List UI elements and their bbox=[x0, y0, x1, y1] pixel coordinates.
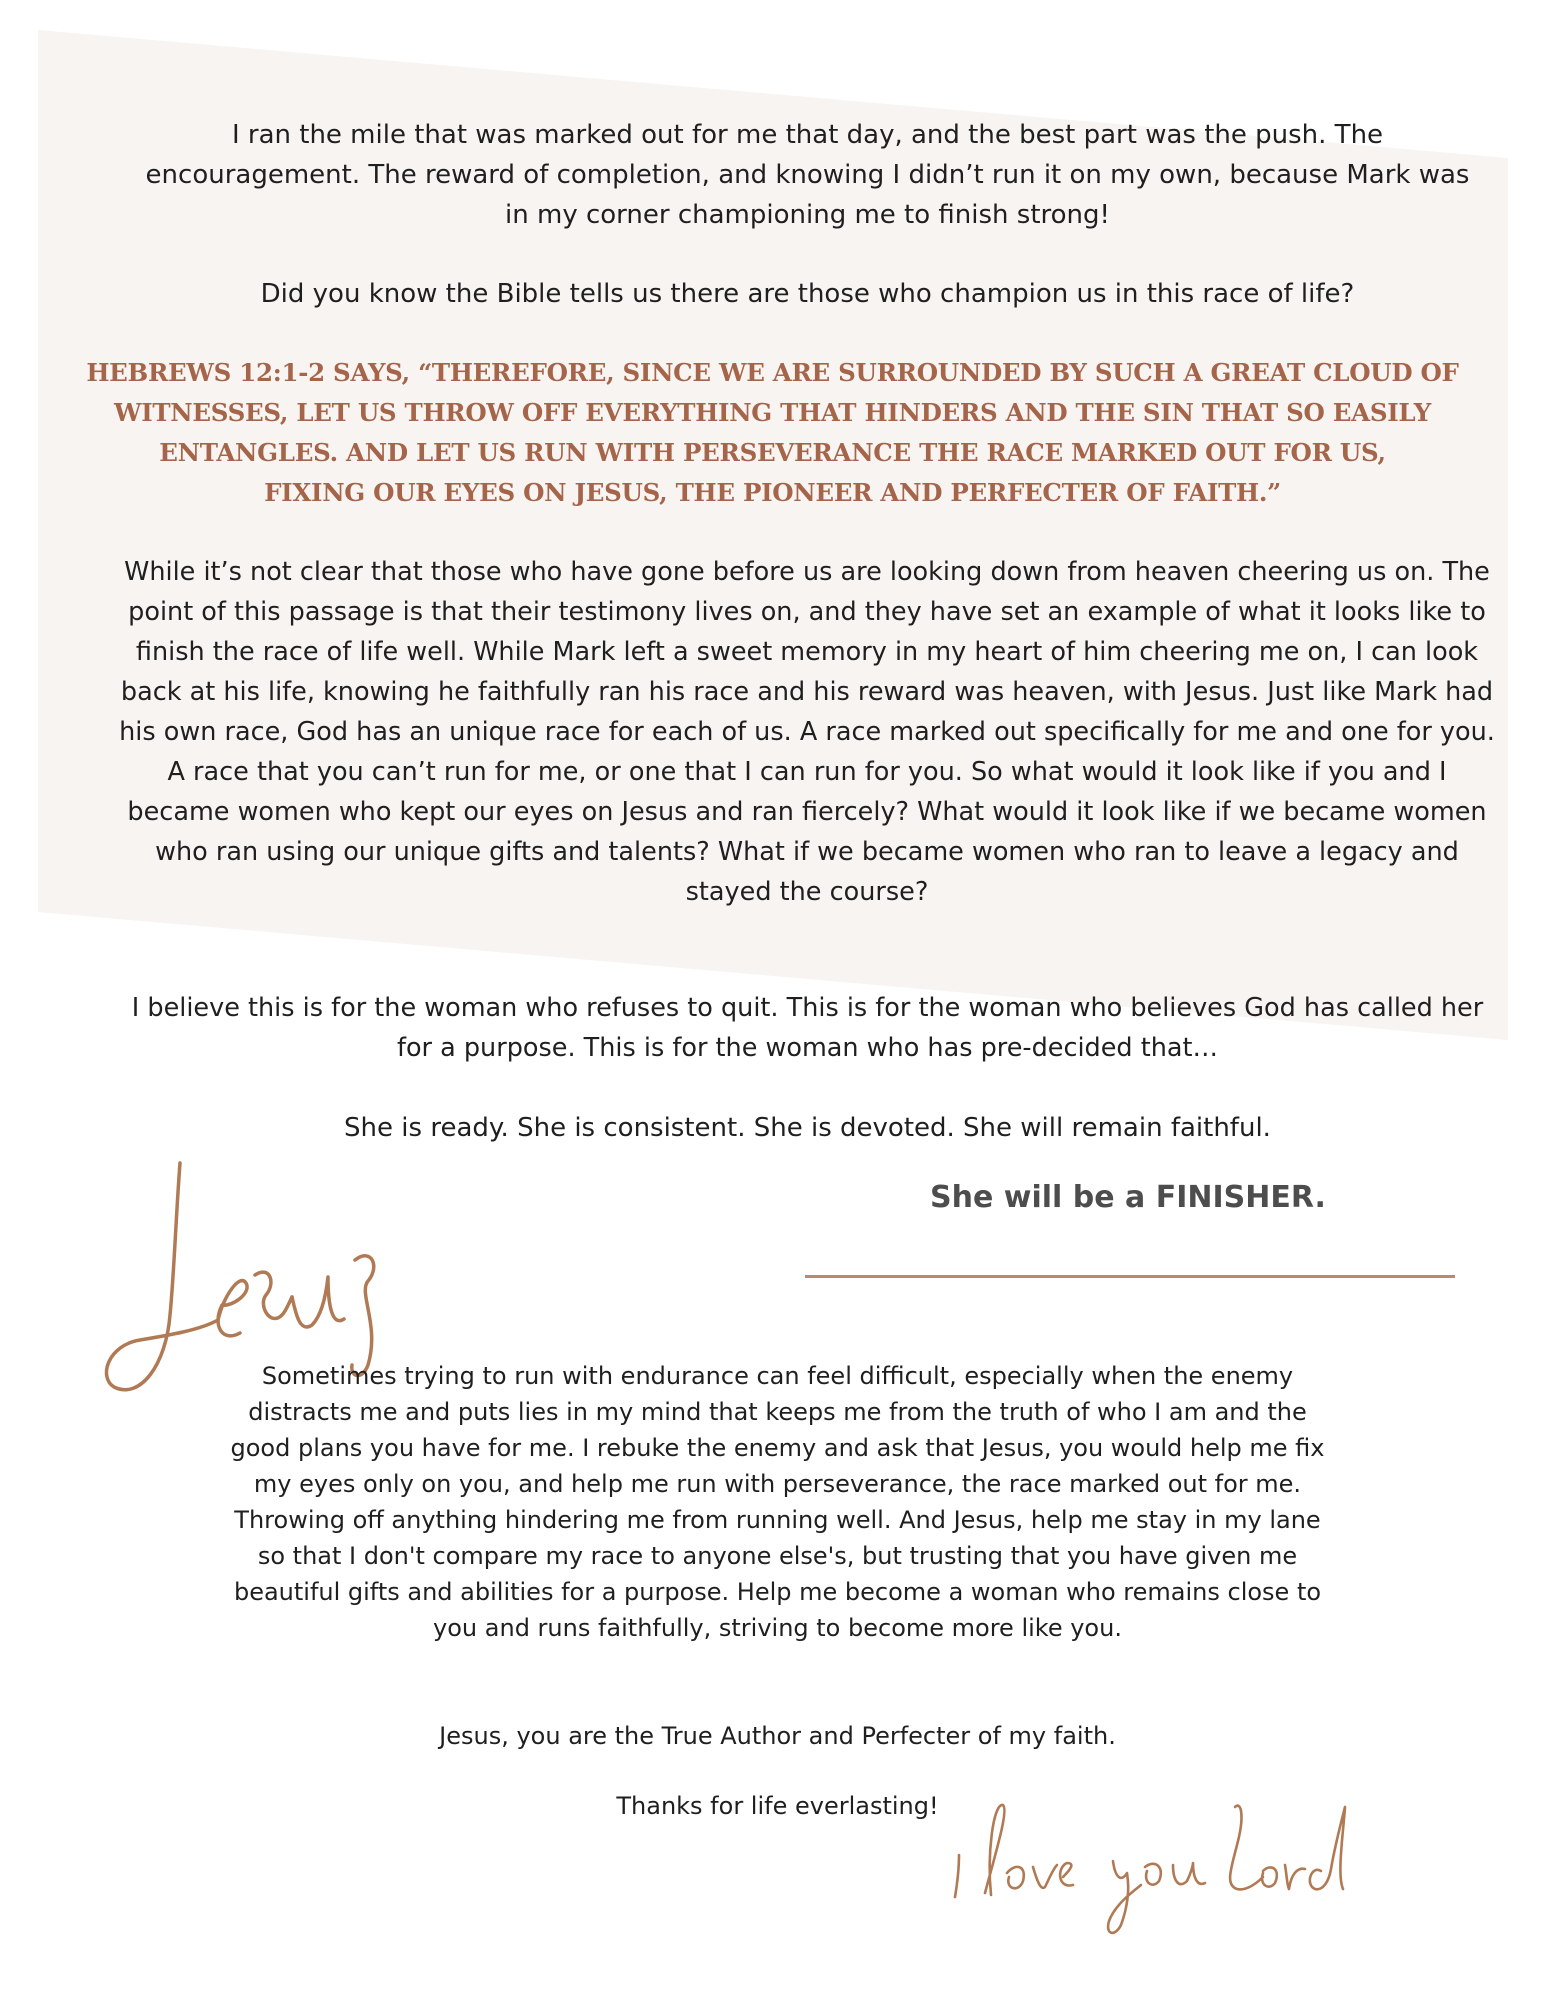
verse-line: WITNESSES, LET US THROW OFF EVERYTHING THAT HINDERS AND THE SIN THAT SO EASILY bbox=[114, 398, 1431, 427]
verse-line: FIXING OUR EYES ON JESUS, THE PIONEER AND PERFECTER OF FAITH.” bbox=[264, 478, 1281, 507]
intro-paragraph: I ran the mile that was marked out for me that day, and the best part was the push. The encouragement. The reward of completion, and knowing I didn’t run it on my own, because Mark was in my corner championing me to finish strong! bbox=[145, 120, 1470, 230]
prayer-closing: Jesus, you are the True Author and Perfecter of my faith. bbox=[439, 1722, 1116, 1750]
finisher-heading: She will be a FINISHER. bbox=[930, 1180, 1326, 1215]
love-signature bbox=[945, 1785, 1365, 1945]
faithful-statement: She is ready. She is consistent. She is devoted. She will remain faithful. bbox=[344, 1113, 1271, 1143]
reflection-paragraph: While it’s not clear that those who have gone before us are looking down from heaven cheering us on. The point of this passage is that their testimony lives on, and they have set an example of what it looks like to finish the race of life well. While Mark left a sweet memory in my heart of him cheering me on, I can look back at his life, knowing he faithfully ran his race and his reward was heaven, with Jesus. Just like Mark had his own race, God has an unique race for each of us. A race marked out specifically for me and one for you. A race that you can’t run for me, or one that I can run for you. So what would it look like if you and I became women who kept our eyes on Jesus and ran fiercely? What would it look like if we became women who ran using our unique gifts and talents? What if we became women who ran to leave a legacy and stayed the course? bbox=[119, 557, 1495, 907]
prayer-text: Sometimes trying to run with endurance can feel difficult, especially when the enemy distracts me and puts lies in my mind that keeps me from the truth of who I am and the good plans you have for me. I rebuke the enemy and ask that Jesus, you would help me fix my eyes only on you, and help me run with perseverance, the race marked out for me. Throwing off anything hindering me from running well. And Jesus, help me stay in my lane so that I don't compare my race to anyone else's, but trusting that you have given me beautiful gifts and abilities for a purpose. Help me become a woman who remains close to you and runs faithfully, striving to become more like you. bbox=[230, 1362, 1325, 1642]
divider-line bbox=[805, 1275, 1455, 1278]
verse-line: ENTANGLES. AND LET US RUN WITH PERSEVERANCE THE RACE MARKED OUT FOR US, bbox=[159, 438, 1386, 467]
thanks-line: Thanks for life everlasting! bbox=[616, 1792, 939, 1820]
bible-question: Did you know the Bible tells us there are those who champion us in this race of life? bbox=[260, 279, 1355, 309]
woman-paragraph: I believe this is for the woman who refuses to quit. This is for the woman who believes God has called her for a purpose. This is for the woman who has pre-decided that… bbox=[131, 993, 1484, 1063]
verse-line: HEBREWS 12:1-2 SAYS, “THEREFORE, SINCE WE ARE SURROUNDED BY SUCH A GREAT CLOUD OF bbox=[86, 358, 1459, 387]
